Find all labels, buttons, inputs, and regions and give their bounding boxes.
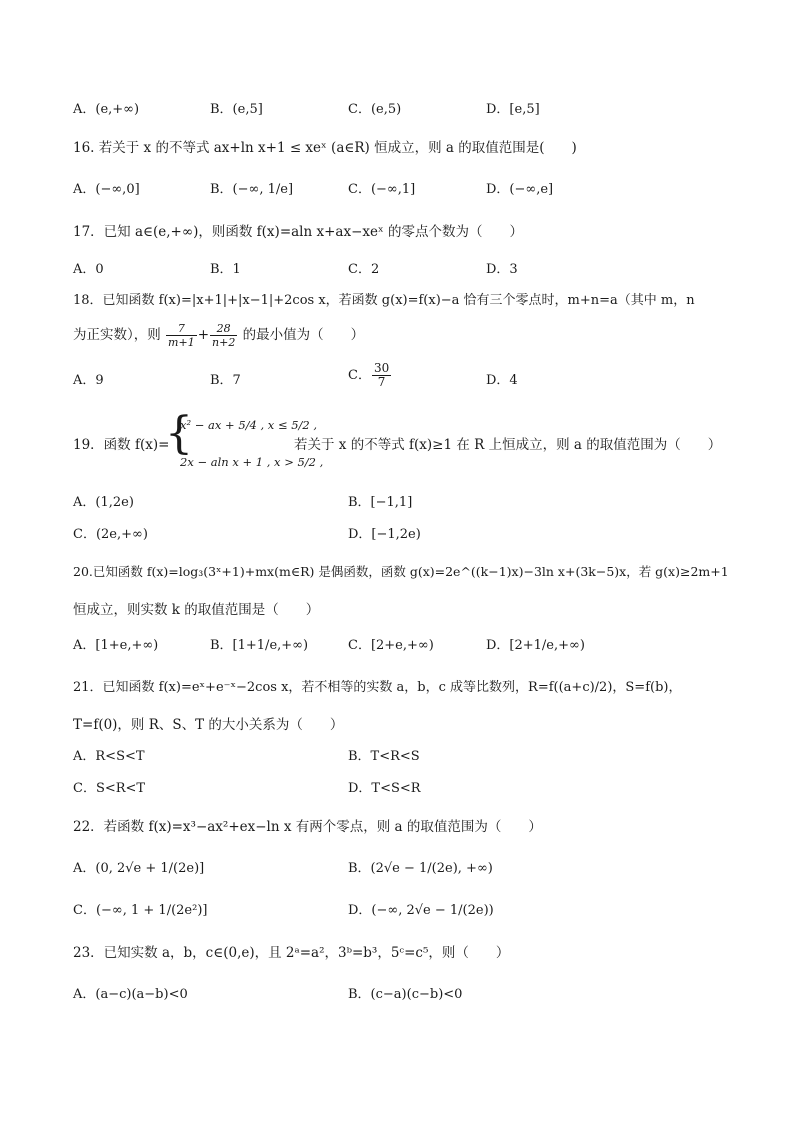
q19-piecewise-brace: { <box>165 408 193 459</box>
q19-option-c[interactable]: C．(2e,+∞) <box>73 527 148 542</box>
q19-piece-1: x² − ax + 5/4 , x ≤ 5/2 , <box>180 418 318 432</box>
q19-option-a[interactable]: A．(1,2e) <box>73 495 134 510</box>
q22-option-b[interactable]: B．(2√e − 1/(2e), +∞) <box>348 861 493 876</box>
q19-stem-rest: 若关于 x 的不等式 f(x)≥1 在 R 上恒成立，则 a 的取值范围为（ ） <box>294 437 722 453</box>
q20-option-d[interactable]: D．[2+1/e,+∞) <box>486 638 585 653</box>
q17-option-d[interactable]: D．3 <box>486 262 518 277</box>
q17-option-b[interactable]: B．1 <box>210 262 241 277</box>
q21-stem-line1: 21．已知函数 f(x)=eˣ+e⁻ˣ−2cos x，若不相等的实数 a，b，c 成等比数列，R=f((a+c)/2)，S=f(b)， <box>73 680 682 695</box>
q18-option-c[interactable]: C． $\frac{30}{7}$ <box>348 361 390 389</box>
q16-stem: 16. 若关于 x 的不等式 ax+ln x+1 ≤ xeˣ (a∈R) 恒成立，则 a 的取值范围是( ) <box>73 140 577 156</box>
q18-stem-line1: 18．已知函数 f(x)=|x+1|+|x−1|+2cos x，若函数 g(x)=f(x)−a 恰有三个零点时，m+n=a（其中 m，n <box>73 293 695 308</box>
q17-stem: 17．已知 a∈(e,+∞)，则函数 f(x)=aln x+ax−xeˣ 的零点个数为（ ） <box>73 224 523 240</box>
q21-option-a[interactable]: A．R<S<T <box>73 749 145 764</box>
q20-stem-line2: 恒成立，则实数 k 的取值范围是（ ） <box>73 602 320 618</box>
q22-option-a[interactable]: A．(0, 2√e + 1/(2e)] <box>73 861 205 876</box>
q23-option-b[interactable]: B．(c−a)(c−b)<0 <box>348 987 463 1002</box>
q15-option-d[interactable]: D．[e,5] <box>486 102 540 117</box>
q15-option-b[interactable]: B．(e,5] <box>210 102 263 117</box>
q23-stem: 23．已知实数 a，b，c∈(0,e)，且 2ᵃ=a²，3ᵇ=b³，5ᶜ=c⁵，则（ ） <box>73 945 510 961</box>
q20-option-c[interactable]: C．[2+e,+∞) <box>348 638 434 653</box>
q15-option-c[interactable]: C．(e,5) <box>348 102 402 117</box>
q21-option-c[interactable]: C．S<R<T <box>73 781 146 796</box>
q18-option-d[interactable]: D．4 <box>486 373 518 388</box>
q23-option-a[interactable]: A．(a−c)(a−b)<0 <box>73 987 188 1002</box>
q20-option-a[interactable]: A．[1+e,+∞) <box>73 638 159 653</box>
q17-option-c[interactable]: C．2 <box>348 262 380 277</box>
q21-stem-line2: T=f(0)，则 R、S、T 的大小关系为（ ） <box>73 717 344 733</box>
q18-fraction-2: $\frac{28}{n+2}$ <box>212 322 236 349</box>
q21-option-d[interactable]: D．T<S<R <box>348 781 421 796</box>
q18-option-a[interactable]: A．9 <box>73 373 104 388</box>
q20-stem-line1: 20.已知函数 f(x)=log₃(3ˣ+1)+mx(m∈R) 是偶函数，函数 g(x)=2e^((k−1)x)−3ln x+(3k−5)x，若 g(x)≥2m+1 <box>73 564 729 579</box>
q20-option-b[interactable]: B．[1+1/e,+∞) <box>210 638 309 653</box>
q19-label: 19．函数 f(x)= <box>73 437 170 453</box>
q17-option-a[interactable]: A．0 <box>73 262 104 277</box>
q16-option-b[interactable]: B．(−∞, 1/e] <box>210 182 294 197</box>
q22-stem: 22．若函数 f(x)=x³−ax²+ex−ln x 有两个零点，则 a 的取值范围为（ ） <box>73 819 542 835</box>
q21-option-b[interactable]: B．T<R<S <box>348 749 420 764</box>
q15-option-a[interactable]: A．(e,+∞) <box>73 102 140 117</box>
q19-piece-2: 2x − aln x + 1 , x > 5/2 , <box>180 455 324 469</box>
q18-fraction-1: $\frac{7}{m+1}$ <box>168 322 195 349</box>
q18-stem-line2: 为正实数），则 $\frac{7}{m+1}$ + $\frac{28}{n+2}$ 的最小值为（ ） <box>73 322 365 349</box>
q18-line2-suffix: 的最小值为（ ） <box>242 327 365 343</box>
q19-option-b[interactable]: B．[−1,1] <box>348 495 413 510</box>
q19-option-d[interactable]: D．[−1,2e) <box>348 527 421 542</box>
q16-option-d[interactable]: D．(−∞,e] <box>486 182 554 197</box>
q22-option-d[interactable]: D．(−∞, 2√e − 1/(2e)) <box>348 903 494 918</box>
q18-line2-prefix: 为正实数），则 <box>73 327 161 343</box>
q16-option-c[interactable]: C．(−∞,1] <box>348 182 416 197</box>
q18-option-b[interactable]: B．7 <box>210 373 241 388</box>
q16-option-a[interactable]: A．(−∞,0] <box>73 182 140 197</box>
q22-option-c[interactable]: C．(−∞, 1 + 1/(2e²)] <box>73 903 208 918</box>
